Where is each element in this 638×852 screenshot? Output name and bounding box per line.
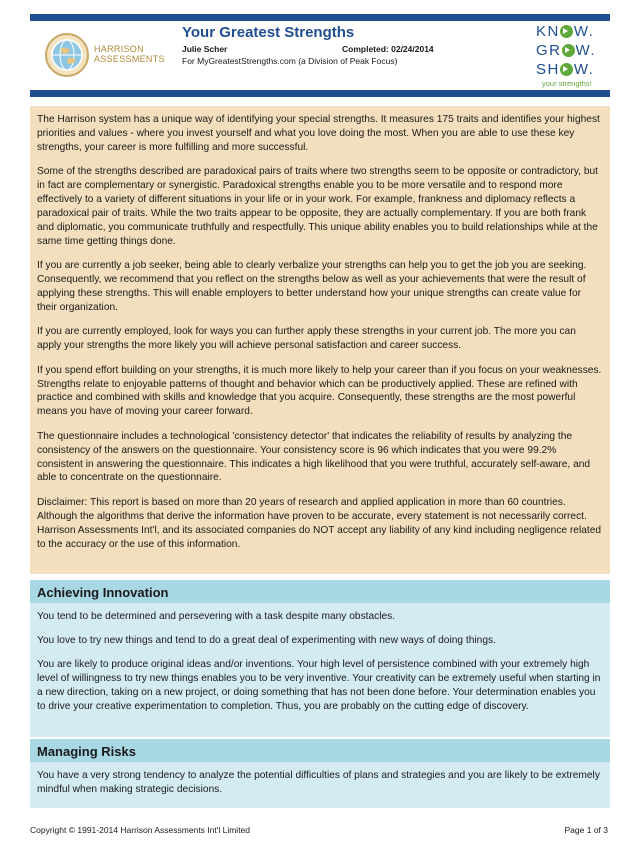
section-paragraph: You love to try new things and tend to do a great deal of experimenting with new ways of doing things. [37,634,496,646]
section-paragraph: You have a very strong tendency to analyze the potential difficulties of plans and strategies and you are likely to be extremely mindful when making strategic decisions. [37,770,600,795]
section-paragraph: You are likely to produce original ideas and/or inventions. Your high level of persistence combined with your extremely high level of willingness to try new things enables you to be very inventive. Your creativity can be extremely useful when starting in a new direction, taking on a new project, or doing something that has not been done before. Your determination enables you to drive your creative experimentation to completion. Thus, you are probably on the cutting edge of discovery. [37,658,601,712]
header-bottom-rule [30,90,610,97]
footer-copyright: Copyright © 1991-2014 Harrison Assessments Int'l Limited [30,825,251,835]
section-heading-managing-risks: Managing Risks [30,739,610,762]
logo-line2: ASSESSMENTS [94,54,165,64]
intro-panel [30,106,610,574]
footer-page-number: Page 1 of 3 [564,825,608,835]
section-body-managing-risks [30,762,610,808]
harrison-logo [44,32,164,80]
intro-paragraph: The Harrison system has a unique way of identifying your special strengths. It measures 175 traits and identifies your highest priorities and values - where you invest yourself and what you love doing the most. When you are able to use these key strengths, your career is more fulfilling and more successful. [37,114,600,153]
kgs-know: KN W. [536,23,595,40]
logo-wordmark [94,44,165,64]
play-o-icon [560,25,573,38]
section-paragraph: You tend to be determined and persevering with a task despite many obstacles. [37,611,396,622]
completed-date: Completed: 02/24/2014 [342,44,434,54]
intro-paragraph: Disclaimer: This report is based on more than 20 years of research and applied application in more than 60 countries. Although the algorithms that derive the information have proven to be accurate, every statement is not necessarily correct. Harrison Assessments Int'l, and its associated companies do NOT accept any liability of any kind including negligence related to the accuracy or the use of this information. [37,496,602,550]
report-subtitle: For MyGreatestStrengths.com (a Division of Peak Focus) [182,56,398,66]
globe-icon [44,32,90,78]
header-top-rule [30,14,610,21]
play-o-icon [560,63,573,76]
section-heading-achieving-innovation: Achieving Innovation [30,580,610,603]
kgs-tagline: your strengths! [542,79,592,88]
kgs-grow: GR W. [536,42,596,59]
intro-paragraph: If you spend effort building on your strengths, it is much more likely to help your career than if you focus on your weaknesses. Strengths relate to enjoyable patterns of thought and behavior which can be productively applied. These are refined with practice and combined with skills and knowledge that you acquire. Consequently, these strengths are the most powerful means you have of moving your career forward. [37,364,602,418]
intro-paragraph: If you are currently a job seeker, being able to clearly verbalize your strengths can help you to get the job you are seeking. Consequently, we recommend that you reflect on the strengths below as well as your achievements that were the result of applying these strengths. This will enable employers to better understand how your unique strengths can create value for their organization. [37,260,587,313]
intro-paragraph: The questionnaire includes a technological 'consistency detector' that indicates the reliability of results by analyzing the consistency of the answers on the questionnaire. Your consistency score is 96 which indicates that you were 99.2% consistent in answering the questionnaire. This indicates a high likelihood that you were truthful, accurately self-aware, and able to concentrate on the questionnaire. [37,430,591,484]
report-title: Your Greatest Strengths [182,24,355,41]
intro-paragraph: If you are currently employed, look for ways you can further apply these strengths in your current job. The more you can apply your strengths the more likely you will achieve personal satisfaction and career success. [37,326,576,352]
know-grow-show-logo [536,22,606,89]
candidate-name: Julie Scher [182,44,228,54]
section-body-achieving-innovation [30,603,610,737]
kgs-show: SH W. [536,61,595,78]
intro-paragraph: Some of the strengths described are paradoxical pairs of traits where two strengths seem to be opposite or contradictory, but in fact are complementary or synergistic. Paradoxical strengths enable you to be more versatile and to respond more effectively to a variety of different situations in your life or in your work. For example, frankness and diplomacy reflects a paradoxical pair of traits. While the two traits appear to be opposite, they are actually complementary. If you are both frank and diplomatic, you communicate truthfully and respectfully. This unique ability enables you to build relationships while at the same time getting things done. [37,166,598,247]
logo-line1: HARRISON [94,44,144,54]
play-o-icon [562,44,575,57]
